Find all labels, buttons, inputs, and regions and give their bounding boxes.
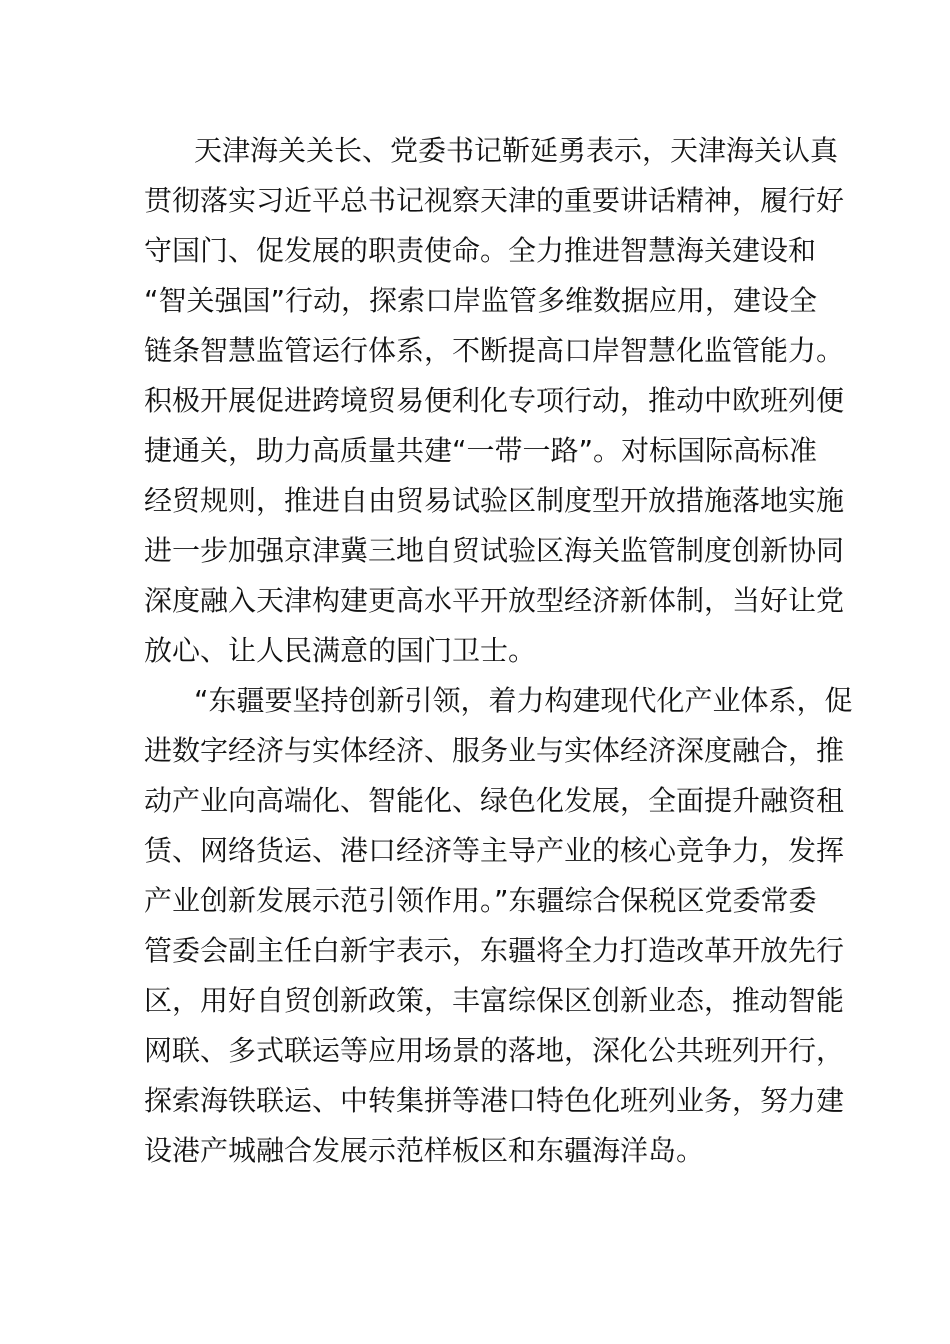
paragraph-line: 探索海铁联运、中转集拼等港口特色化班列业务，努力建 [144, 1084, 845, 1117]
paragraph-line: 链条智慧监管运行体系，不断提高口岸智慧化监管能力。 [144, 334, 845, 367]
paragraph-line: 捷通关，助力高质量共建“一带一路”。对标国际高标准 [144, 434, 818, 467]
paragraph-line: 区，用好自贸创新政策，丰富综保区创新业态，推动智能 [144, 984, 845, 1017]
paragraph-line: 天津海关关长、党委书记靳延勇表示，天津海关认真 [194, 134, 839, 167]
paragraph-line: 赁、网络货运、港口经济等主导产业的核心竞争力，发挥 [144, 834, 845, 867]
paragraph-line: 深度融入天津构建更高水平开放型经济新体制，当好让党 [144, 584, 845, 617]
paragraph-line: “智关强国”行动，探索口岸监管多维数据应用，建设全 [144, 284, 818, 317]
paragraph-line: 贯彻落实习近平总书记视察天津的重要讲话精神，履行好 [144, 184, 845, 217]
paragraph-line: 动产业向高端化、智能化、绿色化发展，全面提升融资租 [144, 784, 845, 817]
paragraph-line: “东疆要坚持创新引领，着力构建现代化产业体系，促 [194, 684, 853, 717]
paragraph-line: 积极开展促进跨境贸易便利化专项行动，推动中欧班列便 [144, 384, 845, 417]
paragraph-line: 进数字经济与实体经济、服务业与实体经济深度融合，推 [144, 734, 845, 767]
paragraph-line: 守国门、促发展的职责使命。全力推进智慧海关建设和 [144, 234, 817, 267]
paragraph-line: 放心、让人民满意的国门卫士。 [144, 634, 537, 667]
paragraph-line: 管委会副主任白新宇表示，东疆将全力打造改革开放先行 [144, 934, 845, 967]
paragraph-line: 网联、多式联运等应用场景的落地，深化公共班列开行， [144, 1034, 845, 1067]
paragraph-line: 设港产城融合发展示范样板区和东疆海洋岛。 [144, 1134, 705, 1167]
paragraph-line: 进一步加强京津冀三地自贸试验区海关监管制度创新协同 [144, 534, 845, 567]
paragraph-2 [144, 676, 853, 1176]
document-body [144, 126, 853, 1176]
paragraph-line: 产业创新发展示范引领作用。”东疆综合保税区党委常委 [144, 884, 817, 917]
paragraph-line: 经贸规则，推进自由贸易试验区制度型开放措施落地实施 [144, 484, 845, 517]
paragraph-1 [144, 126, 845, 676]
